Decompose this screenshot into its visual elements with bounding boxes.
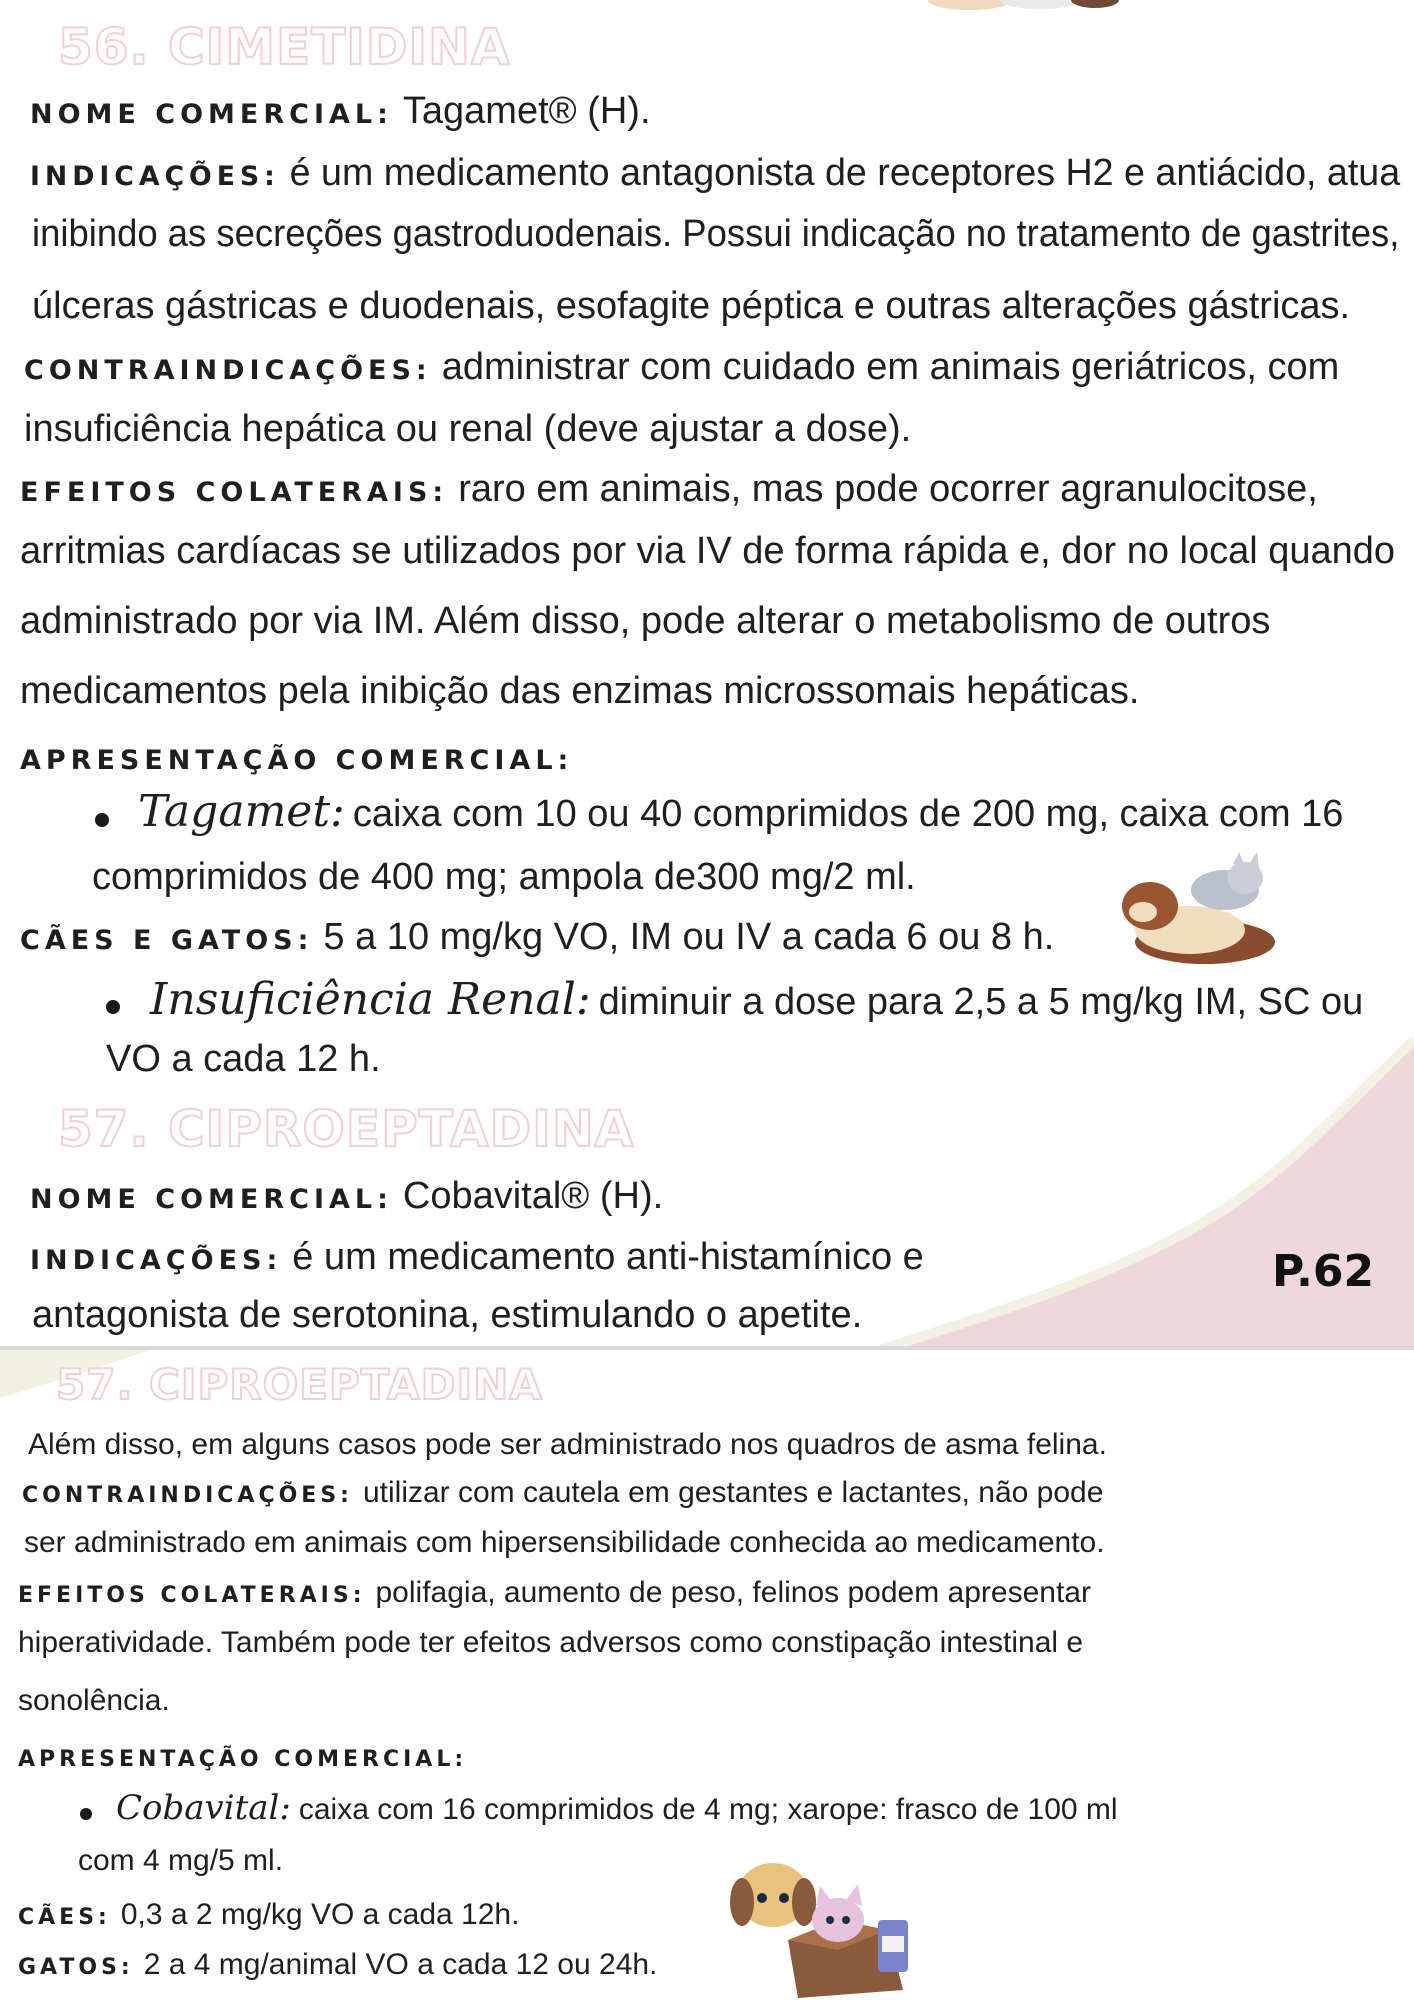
section-heading-ciproeptadina: 57. CIPROEPTADINA [56,1360,543,1409]
tagamet-brand: Tagamet: [138,786,345,837]
efeitos-line-1 [18,1576,1091,1610]
gatos-line [18,1948,657,1982]
caes-gatos-dose: 5 a 10 mg/kg VO, IM ou IV a cada 6 ou 8 h. [323,916,1055,958]
indicacoes-line-2: antagonista de serotonina, estimulando o apetite. [32,1294,863,1336]
caes-dose: 0,3 a 2 mg/kg VO a cada 12h. [120,1898,520,1931]
tagamet-line-2: comprimidos de 400 mg; ampola de300 mg/2 ml. [92,856,916,898]
nome-comercial-line [30,90,651,133]
insuficiencia-brand: Insuficiência Renal: [150,974,591,1025]
insuficiencia-text: diminuir a dose para 2,5 a 5 mg/kg IM, SC ou [598,981,1364,1023]
efeitos-text: raro em animais, mas pode ocorrer agranulocitose, [458,468,1318,510]
apresentacao-label: APRESENTAÇÃO COMERCIAL: [20,745,574,776]
efeitos-line-3: administrado por via IM. Além disso, pode alterar o metabolismo de outros [20,600,1271,642]
indicacoes-label: INDICAÇÕES: [30,1245,283,1276]
cobavital-line-2: com 4 mg/5 ml. [78,1844,284,1877]
cobavital-text: caixa com 16 comprimidos de 4 mg; xarope: frasco de 100 ml [298,1793,1118,1826]
efeitos-label: EFEITOS COLATERAIS: [20,477,449,508]
cobavital-line-1 [116,1788,1118,1828]
tagamet-text: caixa com 10 ou 40 comprimidos de 200 mg, caixa com 16 [352,793,1344,835]
nome-comercial-value: Cobavital® (H). [402,1175,664,1217]
continuation-line: Além disso, em alguns casos pode ser administrado nos quadros de asma felina. [28,1428,1107,1461]
nome-comercial-label: NOME COMERCIAL: [30,1184,393,1215]
caes-gatos-line [20,916,1054,959]
document-page-2 [0,1350,1414,2000]
efeitos-line-1 [20,468,1318,511]
tagamet-line-1 [138,786,1343,837]
indicacoes-line-1 [30,152,1400,195]
efeitos-line-3: sonolência. [18,1684,170,1717]
efeitos-label: EFEITOS COLATERAIS: [18,1583,366,1608]
indicacoes-text: é um medicamento antagonista de receptores H2 e antiácido, atua [289,152,1401,194]
gatos-dose: 2 a 4 mg/animal VO a cada 12 ou 24h. [143,1948,658,1981]
efeitos-line-2: hiperatividade. Também pode ter efeitos adversos como constipação intestinal e [18,1626,1084,1659]
section-heading-ciproeptadina: 57. CIPROEPTADINA [58,1100,635,1158]
insuficiencia-line-1 [150,974,1363,1025]
nome-comercial-label: NOME COMERCIAL: [30,99,393,130]
page-number: P.62 [1272,1246,1375,1297]
contraindicacoes-text: utilizar com cautela em gestantes e lactantes, não pode [362,1476,1104,1509]
contraindicacoes-line-1 [24,346,1339,389]
nome-comercial-line [30,1175,663,1218]
caes-gatos-label: CÃES E GATOS: [20,925,314,956]
bullet-dot [95,813,109,827]
indicacoes-label: INDICAÇÕES: [30,161,280,192]
indicacoes-text: é um medicamento anti-histamínico e [292,1236,924,1278]
indicacoes-line-2: inibindo as secreções gastroduodenais. Possui indicação no tratamento de gastrites, [32,213,1400,255]
contraindicacoes-line-2: insuficiência hepática ou renal (deve ajustar a dose). [24,408,912,450]
indicacoes-line-1 [30,1236,924,1279]
apresentacao-line [18,1740,477,1774]
cobavital-brand: Cobavital: [116,1788,291,1828]
gatos-label: GATOS: [18,1955,134,1980]
efeitos-line-2: arritmias cardíacas se utilizados por via IV de forma rápida e, dor no local quando [20,530,1396,572]
nome-comercial-value: Tagamet® (H). [402,90,651,132]
bullet-dot [106,1000,120,1014]
efeitos-text: polifagia, aumento de peso, felinos podem apresentar [375,1576,1091,1609]
contraindicacoes-line-1 [22,1476,1103,1510]
contraindicacoes-text: administrar com cuidado em animais geriátricos, com [441,346,1340,388]
contraindicacoes-label: CONTRAINDICAÇÕES: [24,355,432,386]
indicacoes-line-3: úlceras gástricas e duodenais, esofagite péptica e outras alterações gástricas. [32,285,1351,327]
contraindicacoes-line-2: ser administrado em animais com hipersensibilidade conhecida ao medicamento. [24,1526,1105,1559]
caes-line [18,1898,519,1932]
contraindicacoes-label: CONTRAINDICAÇÕES: [22,1483,353,1508]
apresentacao-line [20,736,583,779]
puppy-kitten-illustration [718,1850,948,2000]
insuficiencia-line-2: VO a cada 12 h. [106,1038,381,1080]
caes-label: CÃES: [18,1905,111,1930]
pink-curve-decoration [860,1000,1414,1350]
apresentacao-label: APRESENTAÇÃO COMERCIAL: [18,1747,468,1772]
dog-cat-illustration [1095,846,1285,966]
section-heading-cimetidina: 56. CIMETIDINA [58,18,511,76]
animal-illustration-top [910,0,1130,14]
efeitos-line-4: medicamentos pela inibição das enzimas microssomais hepáticas. [20,670,1140,712]
bullet-dot [80,1808,92,1820]
